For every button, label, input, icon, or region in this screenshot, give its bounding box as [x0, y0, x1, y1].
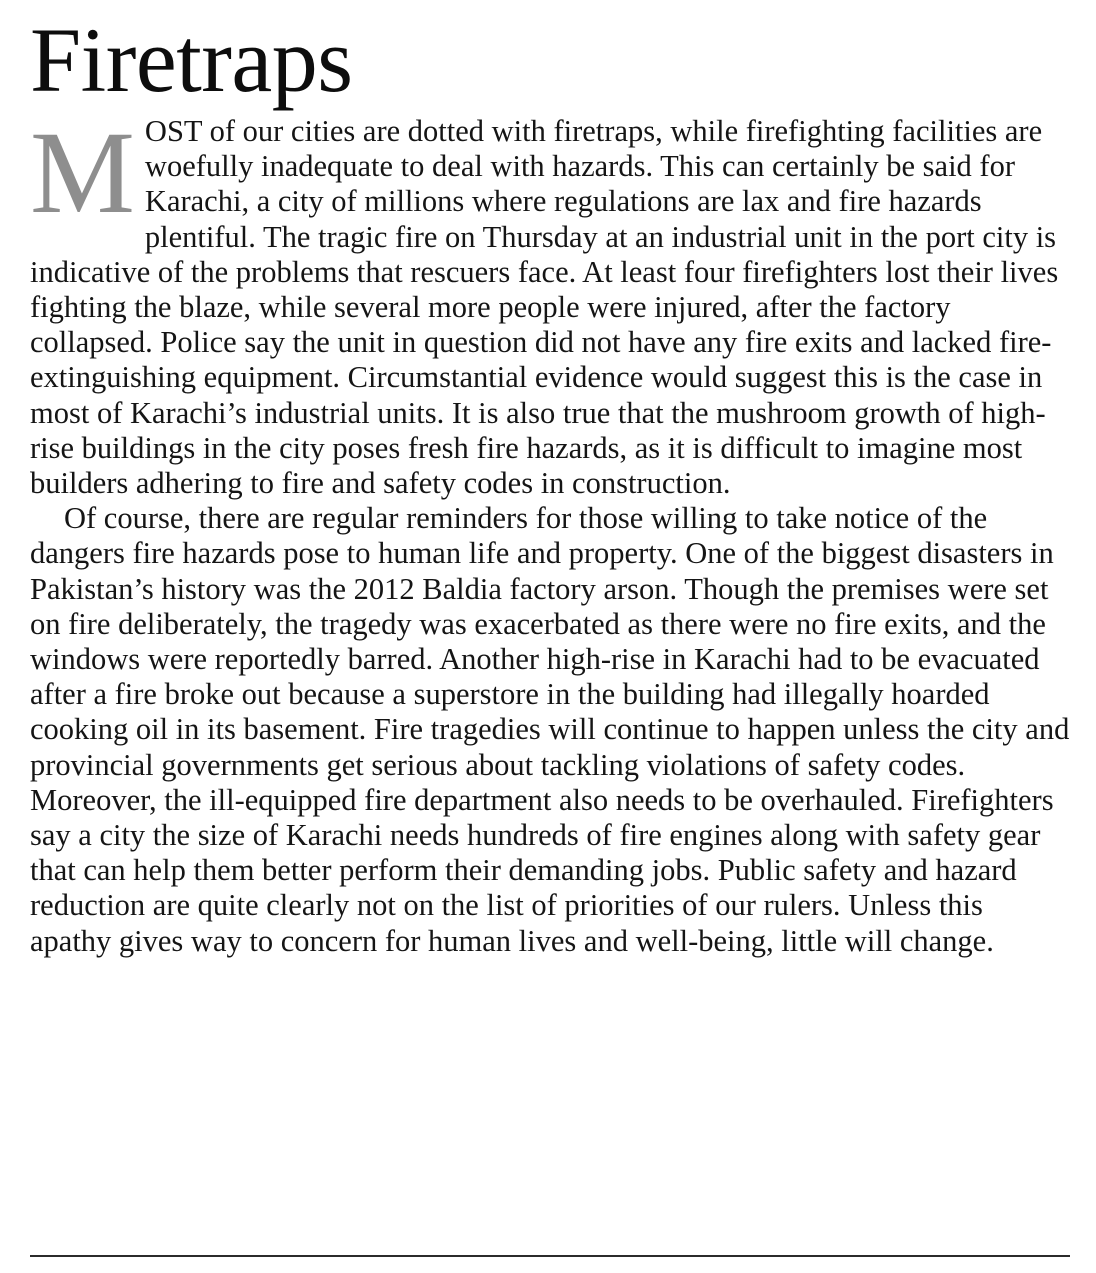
paragraph-1 — [30, 107, 1070, 501]
article-body — [30, 107, 1070, 959]
paragraph-2 — [30, 501, 1070, 959]
paragraph-2-text: Of course, there are regular reminders for those willing to take notice of the dangers fire hazards pose to human life and property. One of the biggest disasters in Pakistan’s history was the 2012 Baldia factory arson. Though the premises were set on fire deliberately, the tragedy was exacerbated as there were no fire exits, and the windows were reportedly barred. Another high-rise in Karachi had to be evacuated after a fire broke out because a superstore in the building had illegally hoarded cooking oil in its basement. Fire tragedies will continue to happen unless the city and provincial governments get serious about tackling violations of safety codes. Moreover, the ill-equipped fire department also needs to be overhauled. Firefighters say a city the size of Karachi needs hundreds of fire engines along with safety gear that can help them better perform their demanding jobs. Public safety and hazard reduction are quite clearly not on the list of priorities of our rulers. Unless this apathy gives way to concern for human lives and well-being, little will change. — [30, 501, 1070, 958]
paragraph-1-text: OST of our cities are dotted with firetraps, while firefighting facilities are woefully inadequate to deal with hazards. This can certainly be said for Karachi, a city of millions where regulations are lax and fire hazards plentiful. The tragic fire on Thursday at an industrial unit in the port city is indicative of the problems that rescuers face. At least four firefighters lost their lives fighting the blaze, while several more people were injured, after the factory collapsed. Police say the unit in question did not have any fire exits and lacked fire-extinguishing equipment. Circumstantial evidence would suggest this is the case in most of Karachi’s industrial units. It is also true that the mushroom growth of high-rise buildings in the city poses fresh fire hazards, as it is difficult to imagine most builders adhering to fire and safety codes in construction. — [30, 114, 1059, 501]
page-title: Firetraps — [30, 9, 353, 111]
drop-cap: M — [30, 107, 135, 238]
bottom-divider — [30, 1255, 1070, 1257]
